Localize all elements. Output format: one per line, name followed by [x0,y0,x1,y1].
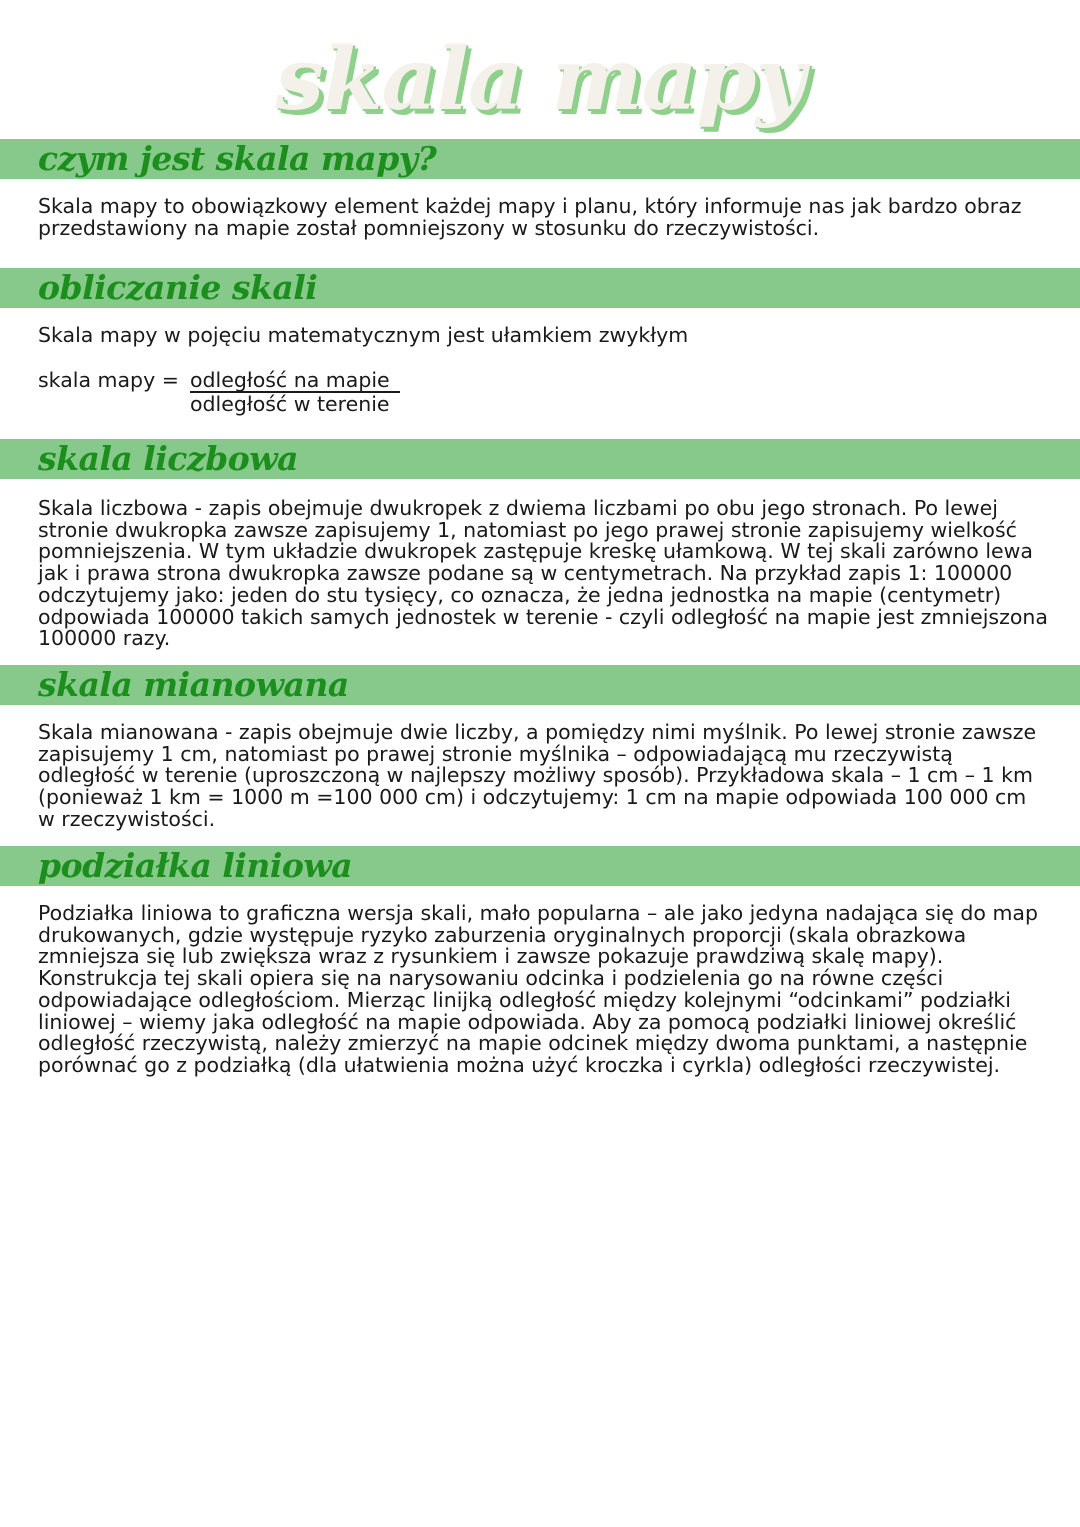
section-header-named-scale [0,665,1080,705]
section-heading: podziałka liniowa [38,846,353,885]
section-body-linear-scale: Podziałka liniowa to graficzna wersja skali, mało popularna – ale jako jedyna nadająca się do map drukowanych, gdzie występuje ryzyko zaburzenia oryginalnych proporcji (skala obrazkowa zmniejsza się lub zwiększa wraz z rysunkiem i zawsze pokazuje prawdziwą skalę mapy). Konstrukcja tej skali opiera się na narysowaniu odcinka i podzielenia go na równe części odpowiadające odległościom. Mierząc linijką odległość między kolejnymi “odcinkami” podziałki liniowej – wiemy jaka odległość na mapie odpowiada. Aby za pomocą podziałki liniowej określić odległość rzeczywistą, należy zmierzyć na mapie odcinek między dwoma punktami, a następnie porównać go z podziałką (dla ułatwienia można użyć kroczka i cyrkla) odległości rzeczywistej. [38,901,1039,1077]
section-body-numeric-scale: Skala liczbowa - zapis obejmuje dwukropek z dwiema liczbami po obu jego stronach. Po lewej stronie dwukropka zawsze zapisujemy 1, natomiast po jego prawej stronie zapisujemy wielkość pomniejszenia. W tym układzie dwukropek zastępuje kreskę ułamkową. W tej skali zarówno lewa jak i prawa strona dwukropka zawsze podane są w centymetrach. Na przykład zapis 1: 100000 odczytujemy jako: jeden do stu tysięcy, co oznacza, że jedna jednostka na mapie (centymetr) odpowiada 100000 takich samych jednostek w terenie - czyli odległość na mapie jest zmniejszona 100000 razy. [38,496,1048,651]
section-header-calculating-scale [0,268,1080,308]
section-header-linear-scale [0,846,1080,886]
section-body-named-scale: Skala mianowana - zapis obejmuje dwie liczby, a pomiędzy nimi myślnik. Po lewej stronie zawsze zapisujemy 1 cm, natomiast po prawej stronie myślnika – odpowiadającą mu rzeczywistą odległość w terenie (uproszczoną w najlepszy możliwy sposób). Przykładowa skala – 1 cm – 1 km (ponieważ 1 km = 1000 m =100 000 cm) i odczytujemy: 1 cm na mapie odpowiada 100 000 cm w rzeczywistości. [38,720,1037,831]
section-header-what-is-scale [0,139,1080,179]
page-title: skala mapy [275,29,805,130]
formula-lhs: skala mapy = [38,368,179,392]
section-header-numeric-scale [0,439,1080,479]
section-body-calculating-scale: Skala mapy w pojęciu matematycznym jest ułamkiem zwykłym [38,323,689,347]
formula-numerator: odległość na mapie [190,369,400,393]
section-heading: czym jest skala mapy? [38,139,437,178]
section-heading: skala liczbowa [38,439,299,478]
formula-fraction [190,369,400,415]
section-heading: skala mianowana [38,665,349,704]
formula-denominator: odległość w terenie [190,392,390,416]
section-heading: obliczanie skali [38,268,318,307]
section-body-what-is-scale: Skala mapy to obowiązkowy element każdej mapy i planu, który informuje nas jak bardzo obraz przedstawiony na mapie został pomniejszony w stosunku do rzeczywistości. [38,194,1022,240]
